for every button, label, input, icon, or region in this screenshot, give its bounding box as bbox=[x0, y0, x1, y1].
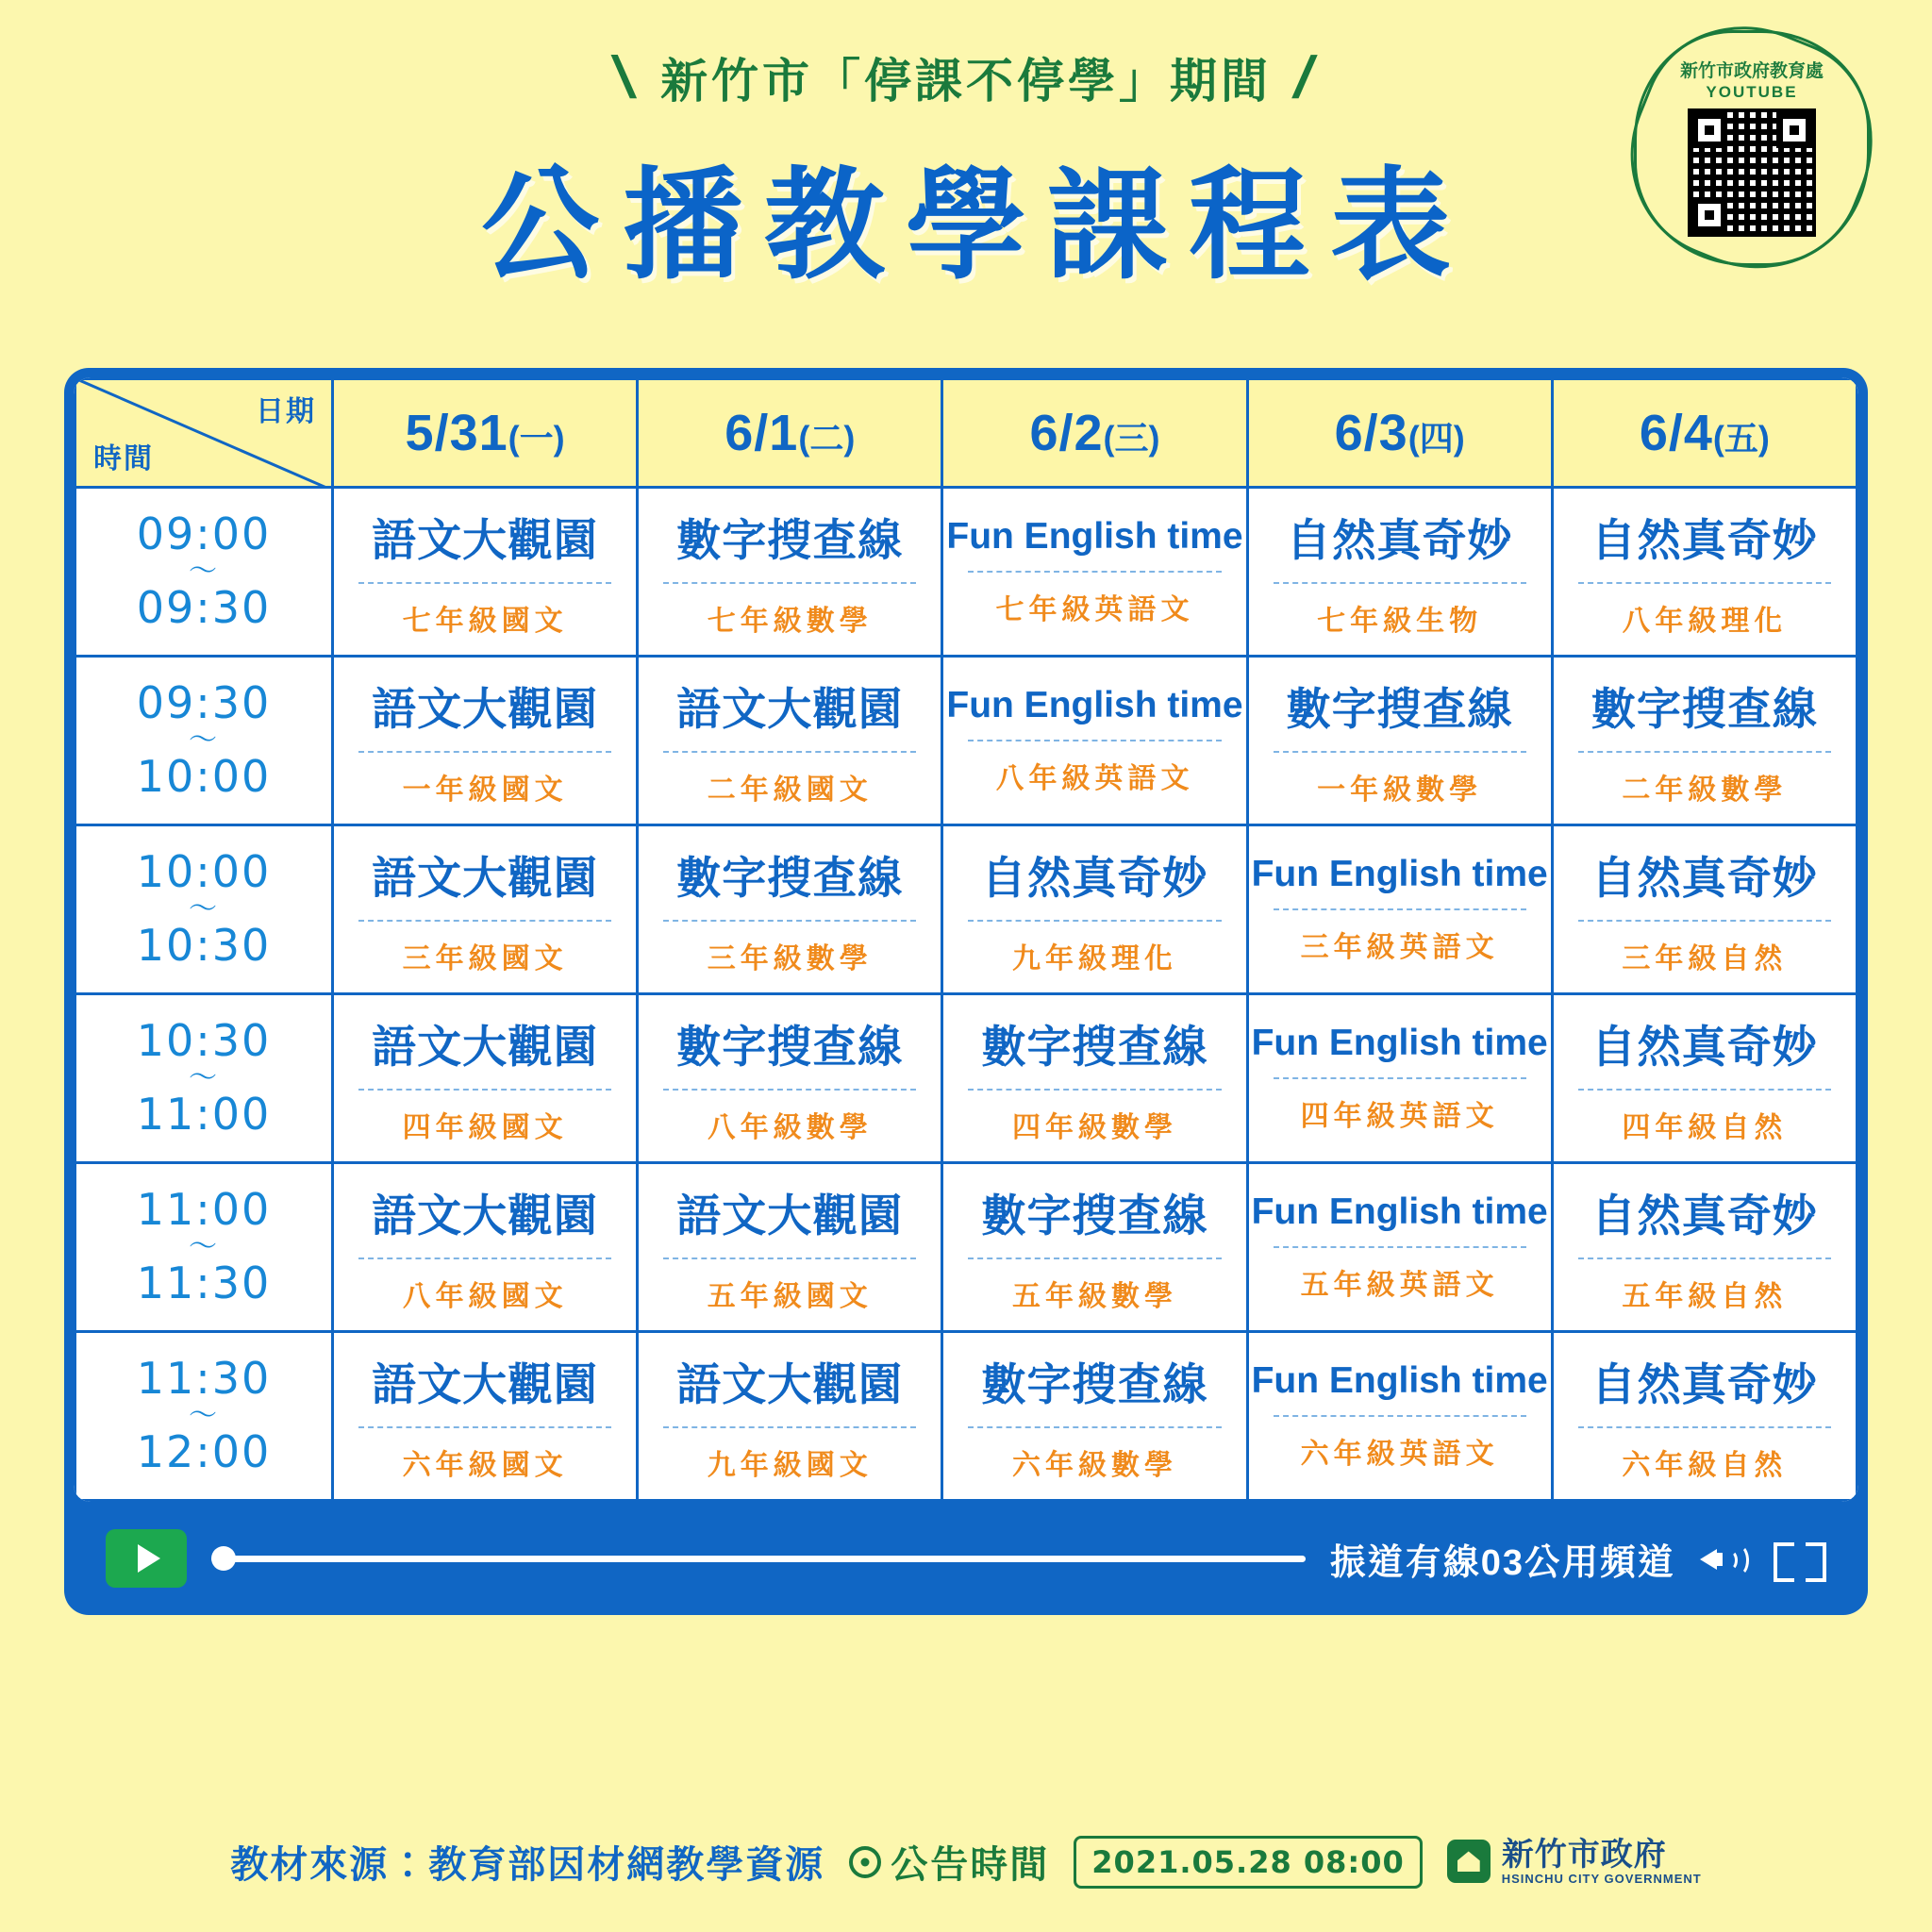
time-tilde-2: ～ bbox=[189, 892, 219, 925]
channel-label: 振道有線03公用頻道 bbox=[1329, 1542, 1675, 1583]
program-cell-0-1 bbox=[638, 488, 942, 657]
time-end-0: 09:30 bbox=[136, 582, 272, 633]
slash-right-decoration: / bbox=[1288, 44, 1324, 110]
program-cell-2-4 bbox=[1552, 825, 1857, 994]
corner-time-label: 時間 bbox=[93, 443, 154, 475]
program-cell-3-3 bbox=[1247, 994, 1552, 1163]
program-title-0-3: 自然真奇妙 bbox=[1286, 514, 1513, 565]
program-cell-5-3 bbox=[1247, 1332, 1552, 1501]
program-cell-5-1 bbox=[638, 1332, 942, 1501]
program-cell-0-4 bbox=[1552, 488, 1857, 657]
program-grade-3-4: 四年級自然 bbox=[1622, 1111, 1788, 1143]
notice-timestamp: 2021.05.28 08:00 bbox=[1074, 1836, 1422, 1889]
qr-code-icon[interactable] bbox=[1688, 108, 1816, 237]
program-grade-4-4: 五年級自然 bbox=[1622, 1280, 1788, 1312]
program-title-1-0: 語文大觀園 bbox=[372, 683, 599, 734]
seek-track bbox=[211, 1556, 1306, 1562]
program-title-2-0: 語文大觀園 bbox=[372, 852, 599, 903]
government-name-cn: 新竹市政府 bbox=[1501, 1836, 1667, 1873]
program-cell-0-0 bbox=[333, 488, 638, 657]
time-start-2: 10:00 bbox=[136, 846, 272, 898]
program-title-4-0: 語文大觀園 bbox=[372, 1190, 599, 1241]
program-title-3-3: Fun English time bbox=[1251, 1023, 1548, 1063]
government-logo bbox=[1447, 1836, 1702, 1886]
table-header-row bbox=[75, 379, 1857, 488]
fullscreen-icon[interactable] bbox=[1774, 1537, 1826, 1580]
time-tilde-4: ～ bbox=[189, 1230, 219, 1263]
program-title-4-3: Fun English time bbox=[1251, 1191, 1548, 1232]
fullscreen-bracket-right bbox=[1806, 1542, 1826, 1582]
qr-label bbox=[1680, 60, 1824, 103]
program-title-0-0: 語文大觀園 bbox=[372, 514, 599, 565]
play-triangle bbox=[138, 1544, 160, 1573]
day-header-2 bbox=[942, 379, 1247, 488]
program-cell-5-0 bbox=[333, 1332, 638, 1501]
day-header-date-0: 5/31 bbox=[405, 405, 508, 461]
program-title-4-2: 數字搜查線 bbox=[981, 1190, 1208, 1241]
time-end-2: 10:30 bbox=[136, 920, 272, 971]
material-source-text: 教材來源：教育部因材網教學資源 bbox=[230, 1844, 825, 1886]
fullscreen-bracket-left bbox=[1774, 1542, 1794, 1582]
table-row bbox=[75, 488, 1857, 657]
program-cell-4-4 bbox=[1552, 1163, 1857, 1332]
program-title-5-4: 自然真奇妙 bbox=[1591, 1358, 1818, 1409]
day-header-date-4: 6/4 bbox=[1639, 405, 1713, 461]
volume-wave-2 bbox=[1728, 1544, 1749, 1576]
program-title-5-1: 語文大觀園 bbox=[676, 1358, 904, 1409]
qr-finder-top-left bbox=[1691, 112, 1727, 148]
corner-date-label: 日期 bbox=[256, 396, 316, 427]
program-title-3-1: 數字搜查線 bbox=[676, 1021, 904, 1072]
table-row bbox=[75, 1332, 1857, 1501]
table-row bbox=[75, 825, 1857, 994]
program-grade-2-3: 三年級英語文 bbox=[1300, 932, 1499, 963]
program-grade-0-0: 七年級國文 bbox=[402, 605, 568, 637]
program-cell-5-2 bbox=[942, 1332, 1247, 1501]
program-title-2-4: 自然真奇妙 bbox=[1591, 852, 1818, 903]
house-icon bbox=[1447, 1840, 1491, 1883]
program-title-3-0: 語文大觀園 bbox=[372, 1021, 599, 1072]
page-footer bbox=[0, 1835, 1932, 1889]
program-grade-2-0: 三年級國文 bbox=[402, 942, 568, 974]
program-title-0-4: 自然真奇妙 bbox=[1591, 514, 1818, 565]
time-start-0: 09:00 bbox=[136, 508, 272, 560]
day-header-1 bbox=[638, 379, 942, 488]
program-cell-5-4 bbox=[1552, 1332, 1857, 1501]
schedule-table bbox=[74, 377, 1858, 1502]
program-grade-0-1: 七年級數學 bbox=[707, 605, 873, 637]
program-cell-3-1 bbox=[638, 994, 942, 1163]
government-name-en: HSINCHU CITY GOVERNMENT bbox=[1501, 1871, 1702, 1886]
program-title-1-3: 數字搜查線 bbox=[1286, 683, 1513, 734]
time-start-1: 09:30 bbox=[136, 677, 272, 729]
clock-icon bbox=[849, 1846, 881, 1878]
page-title: 公播教學課程表 bbox=[480, 158, 1472, 293]
time-slot-0 bbox=[75, 488, 333, 657]
program-title-3-2: 數字搜查線 bbox=[981, 1021, 1208, 1072]
qr-label-line2: YOUTUBE bbox=[1706, 83, 1798, 102]
program-title-5-0: 語文大觀園 bbox=[372, 1358, 599, 1409]
qr-finder-bottom-left bbox=[1691, 197, 1727, 233]
program-cell-1-2 bbox=[942, 657, 1247, 825]
day-header-weekday-0: (一) bbox=[508, 419, 565, 458]
notice-time-group bbox=[849, 1835, 1049, 1889]
program-cell-3-0 bbox=[333, 994, 638, 1163]
program-title-2-1: 數字搜查線 bbox=[676, 852, 904, 903]
program-cell-4-3 bbox=[1247, 1163, 1552, 1332]
program-grade-5-4: 六年級自然 bbox=[1622, 1449, 1788, 1481]
time-end-4: 11:30 bbox=[136, 1257, 272, 1308]
table-row bbox=[75, 994, 1857, 1163]
youtube-qr-badge[interactable] bbox=[1634, 30, 1870, 266]
time-end-3: 11:00 bbox=[136, 1089, 272, 1140]
table-row bbox=[75, 657, 1857, 825]
program-cell-3-2 bbox=[942, 994, 1247, 1163]
day-header-weekday-1: (二) bbox=[798, 419, 856, 458]
program-title-4-4: 自然真奇妙 bbox=[1591, 1190, 1818, 1241]
subtitle-text: 新竹市「停課不停學」期間 bbox=[660, 55, 1272, 108]
time-tilde-5: ～ bbox=[189, 1399, 219, 1432]
time-slot-3 bbox=[75, 994, 333, 1163]
play-icon[interactable] bbox=[106, 1529, 187, 1588]
program-title-1-1: 語文大觀園 bbox=[676, 683, 904, 734]
program-grade-4-3: 五年級英語文 bbox=[1300, 1270, 1499, 1301]
program-grade-5-3: 六年級英語文 bbox=[1300, 1439, 1499, 1470]
program-title-4-1: 語文大觀園 bbox=[676, 1190, 904, 1241]
day-header-weekday-2: (三) bbox=[1103, 419, 1160, 458]
time-end-1: 10:00 bbox=[136, 751, 272, 802]
program-grade-3-3: 四年級英語文 bbox=[1300, 1101, 1499, 1132]
program-grade-2-2: 九年級理化 bbox=[1011, 942, 1177, 974]
program-grade-5-1: 九年級國文 bbox=[707, 1449, 873, 1481]
program-cell-3-4 bbox=[1552, 994, 1857, 1163]
program-title-0-1: 數字搜查線 bbox=[676, 514, 904, 565]
program-grade-1-0: 一年級國文 bbox=[402, 774, 568, 806]
program-grade-2-1: 三年級數學 bbox=[707, 942, 873, 974]
time-end-5: 12:00 bbox=[136, 1426, 272, 1477]
program-cell-4-2 bbox=[942, 1163, 1247, 1332]
program-title-1-4: 數字搜查線 bbox=[1591, 683, 1818, 734]
program-cell-0-2 bbox=[942, 488, 1247, 657]
corner-header-cell bbox=[75, 379, 333, 488]
program-grade-3-0: 四年級國文 bbox=[402, 1111, 568, 1143]
day-header-weekday-3: (四) bbox=[1407, 419, 1465, 458]
program-cell-0-3 bbox=[1247, 488, 1552, 657]
program-grade-0-2: 七年級英語文 bbox=[995, 594, 1194, 625]
program-title-3-4: 自然真奇妙 bbox=[1591, 1021, 1818, 1072]
qr-finder-top-right bbox=[1776, 112, 1812, 148]
time-tilde-3: ～ bbox=[189, 1061, 219, 1094]
program-grade-0-4: 八年級理化 bbox=[1622, 605, 1788, 637]
program-cell-4-1 bbox=[638, 1163, 942, 1332]
day-header-weekday-4: (五) bbox=[1712, 419, 1770, 458]
time-tilde-0: ～ bbox=[189, 555, 219, 588]
program-cell-2-3 bbox=[1247, 825, 1552, 994]
program-grade-3-1: 八年級數學 bbox=[707, 1111, 873, 1143]
notice-label: 公告時間 bbox=[891, 1844, 1050, 1886]
program-cell-2-0 bbox=[333, 825, 638, 994]
time-start-5: 11:30 bbox=[136, 1353, 272, 1405]
seek-bar[interactable] bbox=[211, 1547, 1306, 1570]
slash-left-decoration: \ bbox=[608, 44, 644, 110]
program-cell-1-0 bbox=[333, 657, 638, 825]
day-header-date-2: 6/2 bbox=[1029, 405, 1104, 461]
program-title-5-2: 數字搜查線 bbox=[981, 1358, 1208, 1409]
program-grade-3-2: 四年級數學 bbox=[1011, 1111, 1177, 1143]
program-grade-2-4: 三年級自然 bbox=[1622, 942, 1788, 974]
program-grade-4-2: 五年級數學 bbox=[1011, 1280, 1177, 1312]
qr-label-line1: 新竹市政府教育處 bbox=[1679, 60, 1824, 81]
program-title-2-3: Fun English time bbox=[1251, 854, 1548, 894]
program-grade-4-0: 八年級國文 bbox=[402, 1280, 568, 1312]
program-grade-1-3: 一年級數學 bbox=[1317, 774, 1483, 806]
program-grade-0-3: 七年級生物 bbox=[1317, 605, 1483, 637]
program-cell-2-2 bbox=[942, 825, 1247, 994]
day-header-date-1: 6/1 bbox=[724, 405, 799, 461]
program-grade-5-2: 六年級數學 bbox=[1011, 1449, 1177, 1481]
volume-icon[interactable] bbox=[1700, 1537, 1749, 1580]
time-slot-4 bbox=[75, 1163, 333, 1332]
program-title-5-3: Fun English time bbox=[1251, 1360, 1548, 1401]
program-cell-4-0 bbox=[333, 1163, 638, 1332]
time-start-3: 10:30 bbox=[136, 1015, 272, 1067]
program-cell-1-4 bbox=[1552, 657, 1857, 825]
seek-handle[interactable] bbox=[211, 1546, 236, 1571]
program-grade-1-4: 二年級數學 bbox=[1622, 774, 1788, 806]
day-header-4 bbox=[1552, 379, 1857, 488]
program-grade-1-2: 八年級英語文 bbox=[995, 763, 1194, 794]
program-grade-4-1: 五年級國文 bbox=[707, 1280, 873, 1312]
day-header-date-3: 6/3 bbox=[1334, 405, 1408, 461]
page-header bbox=[0, 0, 1932, 302]
time-slot-1 bbox=[75, 657, 333, 825]
government-name bbox=[1501, 1836, 1702, 1886]
player-screen bbox=[64, 368, 1868, 1615]
volume-body bbox=[1713, 1553, 1723, 1566]
time-start-4: 11:00 bbox=[136, 1184, 272, 1236]
program-title-0-2: Fun English time bbox=[946, 516, 1243, 557]
program-cell-2-1 bbox=[638, 825, 942, 994]
program-title-2-2: 自然真奇妙 bbox=[981, 852, 1208, 903]
program-grade-5-0: 六年級國文 bbox=[402, 1449, 568, 1481]
program-cell-1-3 bbox=[1247, 657, 1552, 825]
program-cell-1-1 bbox=[638, 657, 942, 825]
program-title-1-2: Fun English time bbox=[946, 685, 1243, 725]
time-slot-5 bbox=[75, 1332, 333, 1501]
day-header-3 bbox=[1247, 379, 1552, 488]
player-controls bbox=[74, 1502, 1858, 1615]
table-row bbox=[75, 1163, 1857, 1332]
program-grade-1-1: 二年級國文 bbox=[707, 774, 873, 806]
time-tilde-1: ～ bbox=[189, 724, 219, 757]
time-slot-2 bbox=[75, 825, 333, 994]
day-header-0 bbox=[333, 379, 638, 488]
